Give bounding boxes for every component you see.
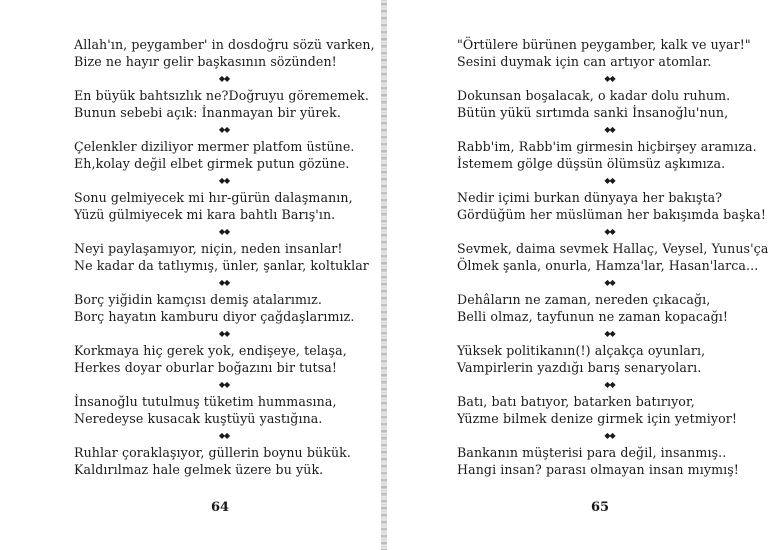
stanza-separator-ornament: ◆◆ <box>604 74 615 83</box>
stanza <box>457 138 762 189</box>
stanza <box>457 87 762 138</box>
verse-line: Vampirlerin yazdığı barış senaryoları. <box>457 360 702 375</box>
verse-line: Kaldırılmaz hale gelmek üzere bu yük. <box>74 462 324 477</box>
verse-line: Batı, batı batıyor, batarken batırıyor, <box>457 394 695 409</box>
verse-line: Yüzme bilmek denize girmek için yetmiyor! <box>457 411 738 426</box>
verse-line: Ölmek şanla, onurla, Hamza'lar, Hasan'larca... <box>457 258 759 273</box>
verse-line: Ne kadar da tatlıymış, ünler, şanlar, koltuklar <box>74 258 369 273</box>
verse-line: Dehâların ne zaman, nereden çıkacağı, <box>457 292 711 307</box>
verse-line: Borç hayatın kamburu diyor çağdaşlarımız. <box>74 309 355 324</box>
stanza <box>457 393 762 444</box>
stanza <box>74 444 374 495</box>
stanza-separator-ornament: ◆◆ <box>604 227 615 236</box>
verse-line: İnsanoğlu tutulmuş tüketim hummasına, <box>74 394 337 409</box>
verse-line: Belli olmaz, tayfunun ne zaman kopacağı! <box>457 309 729 324</box>
stanza <box>74 393 374 444</box>
verse-line: Herkes doyar oburlar boğazını bir tutsa! <box>74 360 338 375</box>
stanza <box>457 291 762 342</box>
stanza-separator-ornament: ◆◆ <box>604 176 615 185</box>
stanza <box>457 444 762 495</box>
verse-line: Yüksek politikanın(!) alçakça oyunları, <box>457 343 706 358</box>
verse-line: Gördüğüm her müslüman her bakışımda başka! <box>457 207 767 222</box>
stanza-separator-ornament: ◆◆ <box>218 176 230 185</box>
stanza <box>74 342 374 393</box>
right-page <box>385 0 771 550</box>
stanza <box>457 342 762 393</box>
stanza-separator-ornament: ◆◆ <box>604 380 615 389</box>
stanza-separator-ornament: ◆◆ <box>604 125 615 134</box>
verse-line: Neyi paylaşamıyor, niçin, neden insanlar! <box>74 241 343 256</box>
stanza-separator-ornament: ◆◆ <box>218 125 230 134</box>
verse-line: Bize ne hayır gelir başkasının sözünden! <box>74 54 337 69</box>
verse-line: Sonu gelmiyecek mi hır-gürün dalaşmanın, <box>74 190 353 205</box>
verse-line: Sesini duymak için can artıyor atomlar. <box>457 54 712 69</box>
stanza-separator-ornament: ◆◆ <box>218 227 230 236</box>
verse-line: Çelenkler diziliyor mermer platfom üstüne. <box>74 139 355 154</box>
verse-line: Sevmek, daima sevmek Hallaç, Veysel, Yunus'ça <box>457 241 769 256</box>
left-page <box>0 0 385 550</box>
verse-line: Nedir içimi burkan dünyaya her bakışta? <box>457 190 723 205</box>
verse-line: Ruhlar çoraklaşıyor, güllerin boynu bükük. <box>74 445 351 460</box>
verse-line: Bütün yükü sırtımda sanki İnsanoğlu'nun, <box>457 105 729 120</box>
stanza-separator-ornament: ◆◆ <box>604 431 615 440</box>
stanza <box>457 189 767 240</box>
page-number: 64 <box>211 500 230 515</box>
verse-line: Neredeyse kusacak kuştüyü yastığına. <box>74 411 323 426</box>
verse-line: Yüzü gülmiyecek mi kara bahtlı Barış'ın. <box>74 207 336 222</box>
verse-line: "Örtülere bürünen peygamber, kalk ve uyar!" <box>457 37 751 52</box>
verse-line: Eh,kolay değil elbet girmek putun gözüne. <box>74 156 350 171</box>
stanza-separator-ornament: ◆◆ <box>218 278 230 287</box>
poem-stanzas-left <box>74 36 374 495</box>
stanza-separator-ornament: ◆◆ <box>604 329 615 338</box>
verse-line: Hangi insan? parası olmayan insan mıymış! <box>457 462 739 477</box>
stanza <box>74 189 374 240</box>
verse-line: Bunun sebebi açık: İnanmayan bir yürek. <box>74 105 341 120</box>
verse-line: Borç yiğidin kamçısı demiş atalarımız. <box>74 292 323 307</box>
verse-line: Rabb'im, Rabb'im girmesin hiçbirşey aramıza. <box>457 139 757 154</box>
verse-line: En büyük bahtsızlık ne?Doğruyu görememek. <box>74 88 369 103</box>
stanza <box>74 291 374 342</box>
verse-line: Korkmaya hiç gerek yok, endişeye, telaşa, <box>74 343 347 358</box>
verse-line: İstemem gölge düşsün ölümsüz aşkımıza. <box>457 156 726 171</box>
verse-line: Bankanın müşterisi para değil, insanmış.. <box>457 445 727 460</box>
stanza-separator-ornament: ◆◆ <box>218 74 230 83</box>
stanza <box>74 87 374 138</box>
page-number: 65 <box>591 500 610 515</box>
stanza-separator-ornament: ◆◆ <box>218 380 230 389</box>
stanza <box>457 36 762 87</box>
poem-stanzas-right <box>457 36 769 495</box>
verse-line: Dokunsan boşalacak, o kadar dolu ruhum. <box>457 88 731 103</box>
stanza-separator-ornament: ◆◆ <box>218 431 230 440</box>
stanza-separator-ornament: ◆◆ <box>218 329 230 338</box>
verse-line: Allah'ın, peygamber' in dosdoğru sözü varken, <box>74 37 375 52</box>
stanza <box>74 240 374 291</box>
stanza-separator-ornament: ◆◆ <box>604 278 615 287</box>
stanza <box>74 138 374 189</box>
stanza <box>457 240 769 291</box>
stanza <box>74 36 374 87</box>
